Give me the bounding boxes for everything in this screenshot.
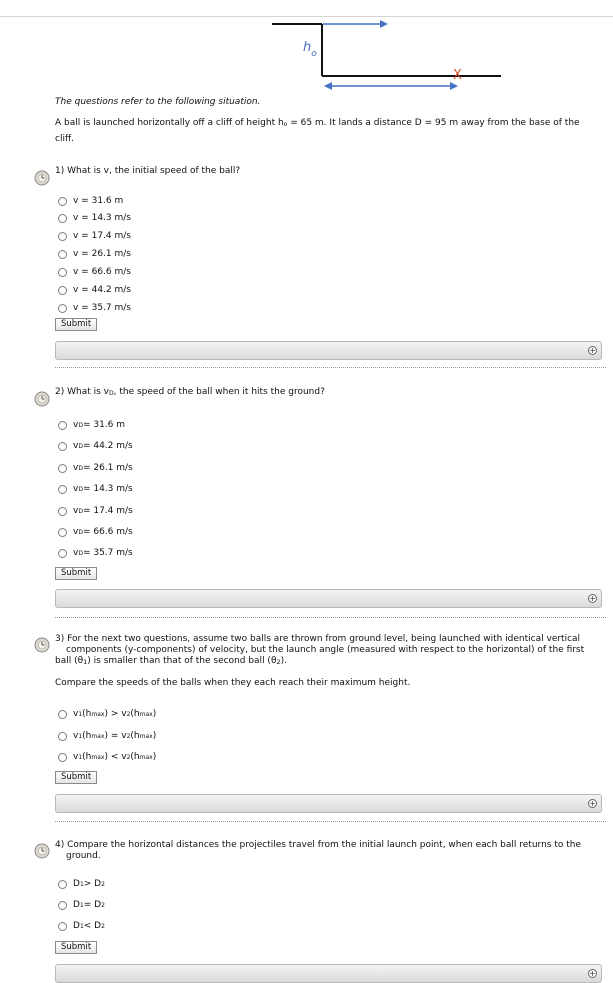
q4-hint-bar[interactable] bbox=[55, 964, 602, 983]
distance-arrowhead-right bbox=[450, 82, 458, 90]
radio-button[interactable] bbox=[58, 214, 67, 223]
expand-icon[interactable]: + bbox=[589, 969, 596, 978]
q3-text: 3) For the next two questions, assume two balls are thrown from ground level, being launched with identical vertical components (y-components) of velocity, but the launch angle (measured with respect to the horizontal) of the first ball $(\theta_1)$ is smaller than that of the second ball $(\theta_2)$. bbox=[55, 634, 585, 666]
radio-button[interactable] bbox=[58, 250, 67, 259]
radio-button[interactable] bbox=[58, 268, 67, 277]
radio-button[interactable] bbox=[58, 753, 67, 762]
q1-text: 1) What is v, the initial speed of the ball? bbox=[55, 166, 241, 176]
radio-button[interactable] bbox=[58, 286, 67, 295]
q1-hint-bar[interactable] bbox=[55, 341, 602, 360]
q2-option[interactable]: v D = 17.4 m/s bbox=[58, 505, 133, 517]
q4-submit-button[interactable]: Submit bbox=[55, 941, 97, 954]
radio-button[interactable] bbox=[58, 421, 67, 430]
q2-option[interactable]: v D = 44.2 m/s bbox=[58, 440, 133, 452]
q2-option[interactable]: v D = 26.1 m/s bbox=[58, 462, 133, 474]
radio-button[interactable] bbox=[58, 197, 67, 206]
q2-option[interactable]: v D = 66.6 m/s bbox=[58, 526, 133, 538]
q1-option[interactable]: v = 44.2 m/s bbox=[58, 284, 131, 296]
q3-option[interactable]: v 1 (h max ) = v 2 (h max ) bbox=[58, 730, 156, 742]
question-status-icon bbox=[34, 170, 50, 186]
q4-option[interactable]: D 1 < D 2 bbox=[58, 920, 105, 932]
q2-option[interactable]: v D = 31.6 m bbox=[58, 419, 125, 431]
q2-hint-bar[interactable] bbox=[55, 589, 602, 608]
radio-button[interactable] bbox=[58, 507, 67, 516]
question-status-icon bbox=[34, 391, 50, 407]
dotted-separator bbox=[55, 617, 606, 619]
radio-button[interactable] bbox=[58, 232, 67, 241]
expand-icon[interactable]: + bbox=[589, 346, 596, 355]
q1-option[interactable]: v = 31.6 m bbox=[58, 195, 123, 207]
q1-option[interactable]: v = 17.4 m/s bbox=[58, 230, 131, 242]
q1-option[interactable]: v = 14.3 m/s bbox=[58, 212, 131, 224]
radio-button[interactable] bbox=[58, 880, 67, 889]
radio-button[interactable] bbox=[58, 464, 67, 473]
radio-button[interactable] bbox=[58, 732, 67, 741]
velocity-arrowhead bbox=[380, 20, 388, 28]
q4-option[interactable]: D 1 = D 2 bbox=[58, 899, 105, 911]
q1-option[interactable]: v = 66.6 m/s bbox=[58, 266, 131, 278]
q3-prompt: Compare the speeds of the balls when they each reach their maximum height. bbox=[55, 678, 411, 688]
radio-button[interactable] bbox=[58, 485, 67, 494]
q3-submit-button[interactable]: Submit bbox=[55, 771, 97, 784]
radio-button[interactable] bbox=[58, 549, 67, 558]
q3-hint-bar[interactable] bbox=[55, 794, 602, 813]
situation-block bbox=[55, 95, 590, 147]
q2-option[interactable]: v D = 14.3 m/s bbox=[58, 483, 133, 495]
q2-submit-button[interactable]: Submit bbox=[55, 567, 97, 580]
q1-option[interactable]: v = 26.1 m/s bbox=[58, 248, 131, 260]
situation-text: A ball is launched horizontally off a cliff of height $h_o = 65$ m. It lands a distance D = 95 m away from the base of the cliff. bbox=[55, 118, 580, 144]
q4-option[interactable]: D 1 > D 2 bbox=[58, 878, 105, 890]
radio-button[interactable] bbox=[58, 442, 67, 451]
radio-button[interactable] bbox=[58, 710, 67, 719]
radio-button[interactable] bbox=[58, 528, 67, 537]
q2-text: 2) What is $v_D$, the speed of the ball when it hits the ground? bbox=[55, 387, 325, 397]
q2-option[interactable]: v D = 35.7 m/s bbox=[58, 547, 133, 559]
radio-button[interactable] bbox=[58, 922, 67, 931]
dotted-separator bbox=[55, 821, 606, 823]
q3-option[interactable]: v 1 (h max ) < v 2 (h max ) bbox=[58, 751, 156, 763]
q1-option[interactable]: v = 35.7 m/s bbox=[58, 302, 131, 314]
dotted-separator bbox=[55, 367, 606, 369]
q4-text: 4) Compare the horizontal distances the projectiles travel from the initial launch point, when each ball returns to the ground. bbox=[55, 840, 581, 861]
q3-option[interactable]: v 1 (h max ) > v 2 (h max ) bbox=[58, 708, 156, 720]
situation-intro: The questions refer to the following situation. bbox=[55, 97, 261, 107]
cliff-diagram bbox=[0, 0, 613, 95]
question-status-icon bbox=[34, 637, 50, 653]
radio-button[interactable] bbox=[58, 901, 67, 910]
expand-icon[interactable]: + bbox=[589, 594, 596, 603]
radio-button[interactable] bbox=[58, 304, 67, 313]
q1-submit-button[interactable]: Submit bbox=[55, 318, 97, 331]
expand-icon[interactable]: + bbox=[589, 799, 596, 808]
distance-arrowhead-left bbox=[324, 82, 332, 90]
question-status-icon bbox=[34, 843, 50, 859]
landing-mark: X bbox=[453, 68, 462, 83]
height-label: $h_o$ bbox=[303, 40, 317, 59]
